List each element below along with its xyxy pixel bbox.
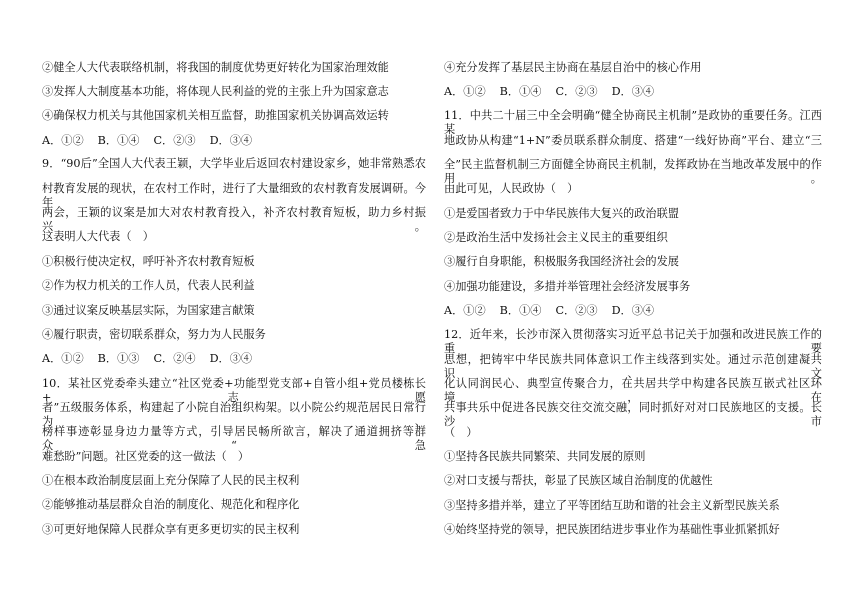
q11-stem-line: 地政协从构建“1+N”委员联系群众制度、搭建“一线好协商”平台、建立“三 <box>444 134 822 147</box>
q10-item-1: ①在根本政治制度层面上充分保障了人民的民主权利 <box>42 474 300 487</box>
q10-choice-d: D．③④ <box>611 85 655 98</box>
q9-choice-c: C．②④ <box>153 352 196 365</box>
q12-stem-line: 共事共乐中促进各民族交往交流交融，同时抓好对对口民族地区的支援。长沙市 <box>444 401 822 428</box>
q8-choice-a: A．①② <box>42 134 84 147</box>
q10-item-3: ③可更好地保障人民群众享有更多更切实的民主权利 <box>42 523 300 536</box>
q11-choice-a: A．①② <box>444 304 486 317</box>
q8-choice-c: C．②③ <box>153 134 196 147</box>
q12-stem-line: 12．近年来，长沙市深入贯彻落实习近平总书记关于加强和改进民族工作的重要 <box>444 328 822 355</box>
q10-choice-a: A．①② <box>444 85 486 98</box>
q9-stem-line: 这表明人大代表（ ） <box>42 230 154 243</box>
q11-choice-c: C．②③ <box>555 304 598 317</box>
q9-item-3: ③通过议案反映基层实际，为国家建言献策 <box>42 304 255 317</box>
q12-item-4: ④始终坚持党的领导，把民族团结进步事业作为基础性事业抓紧抓好 <box>444 523 780 536</box>
q11-item-1: ①是爱国者致力于中华民族伟大复兴的政治联盟 <box>444 207 679 220</box>
q11-stem-line: 11．中共二十届三中全会明确“健全协商民主机制”是政协的重要任务。江西某 <box>444 109 822 136</box>
q11-choice-d: D．③④ <box>611 304 655 317</box>
q10-choice-b: B．①④ <box>499 85 542 98</box>
q8-option-item-2: ②健全人大代表联络机制，将我国的制度优势更好转化为国家治理效能 <box>42 61 389 74</box>
q10-item-2: ②能够推动基层群众自治的制度化、规范化和程序化 <box>42 498 300 511</box>
q11-choice-b: B．①④ <box>499 304 542 317</box>
q8-choice-d: D．③④ <box>209 134 253 147</box>
q8-option-item-3: ③发挥人大制度基本功能，将体现人民利益的党的主张上升为国家意志 <box>42 85 389 98</box>
q10-stem-line: 者”五级服务体系，构建起了小院自治组织构架。以小院公约规范居民日常行为、 <box>42 401 426 428</box>
q12-stem-line: 思想，把铸牢中华民族共同体意识工作主线落到实处。通过示范创建凝共识、文 <box>444 353 822 380</box>
q10-choice-c: C．②③ <box>555 85 598 98</box>
q9-item-2: ②作为权力机关的工作人员，代表人民利益 <box>42 279 255 292</box>
q9-stem-line: 两会，王颖的议案是加大对农村教育投入，补齐农村教育短板，助力乡村振兴。 <box>42 206 426 233</box>
q12-stem-line: （ ） <box>444 426 478 439</box>
q9-item-4: ④履行职责，密切联系群众，努力为人民服务 <box>42 328 266 341</box>
q9-choice-a: A．①② <box>42 352 84 365</box>
q9-stem-line: 9．“90后”全国人大代表王颖，大学毕业后返回农村建设家乡，她非常熟悉农 <box>42 157 426 170</box>
q11-answer-choices <box>444 304 668 318</box>
q10-item-4: ④充分发挥了基层民主协商在基层自治中的核心作用 <box>444 61 702 74</box>
q8-option-item-4: ④确保权力机关与其他国家机关相互监督，助推国家机关协调高效运转 <box>42 109 389 122</box>
q10-stem-line: 难愁盼”问题。社区党委的这一做法（ ） <box>42 450 250 463</box>
q11-item-3: ③履行自身职能，积极服务我国经济社会的发展 <box>444 255 679 268</box>
q11-item-2: ②是政治生活中发扬社会主义民主的重要组织 <box>444 231 668 244</box>
q9-choice-d: D．③④ <box>209 352 253 365</box>
q9-choice-b: B．①③ <box>97 352 140 365</box>
q11-item-4: ④加强功能建设，多措并举管理社会经济发展事务 <box>444 280 691 293</box>
q12-stem-line: 化认同润民心、典型宣传聚合力，在共居共学中构建各民族互嵌式社区环境，在 <box>444 377 822 404</box>
q11-stem-line: 全”民主监督机制三方面健全协商民主机制，发挥政协在当地改革发展中的作用。 <box>444 158 822 185</box>
q10-stem-line: 10．某社区党委牵头建立“社区党委+功能型党支部+自管小组+党员楼栋长+志愿 <box>42 377 426 404</box>
q12-item-2: ②对口支援与帮扶，彰显了民族区域自治制度的优越性 <box>444 474 713 487</box>
q12-item-3: ③坚持多措并举，建立了平等团结互助和谐的社会主义新型民族关系 <box>444 499 780 512</box>
q10-stem-line: 榜样事迹彰显身边力量等方式，引导居民畅所欲言，解决了通道拥挤等群众“急 <box>42 425 426 452</box>
q9-answer-choices <box>42 352 266 366</box>
q12-item-1: ①坚持各民族共同繁荣、共同发展的原则 <box>444 450 646 463</box>
q9-stem-line: 村教育发展的现状，在农村工作时，进行了大量细致的农村教育发展调研。今年 <box>42 182 426 209</box>
q10-answer-choices <box>444 85 668 99</box>
q8-answer-choices <box>42 134 266 148</box>
q9-item-1: ①积极行使决定权，呼吁补齐农村教育短板 <box>42 255 255 268</box>
q8-choice-b: B．①④ <box>97 134 140 147</box>
q11-stem-line: 由此可见，人民政协（ ） <box>444 182 579 195</box>
